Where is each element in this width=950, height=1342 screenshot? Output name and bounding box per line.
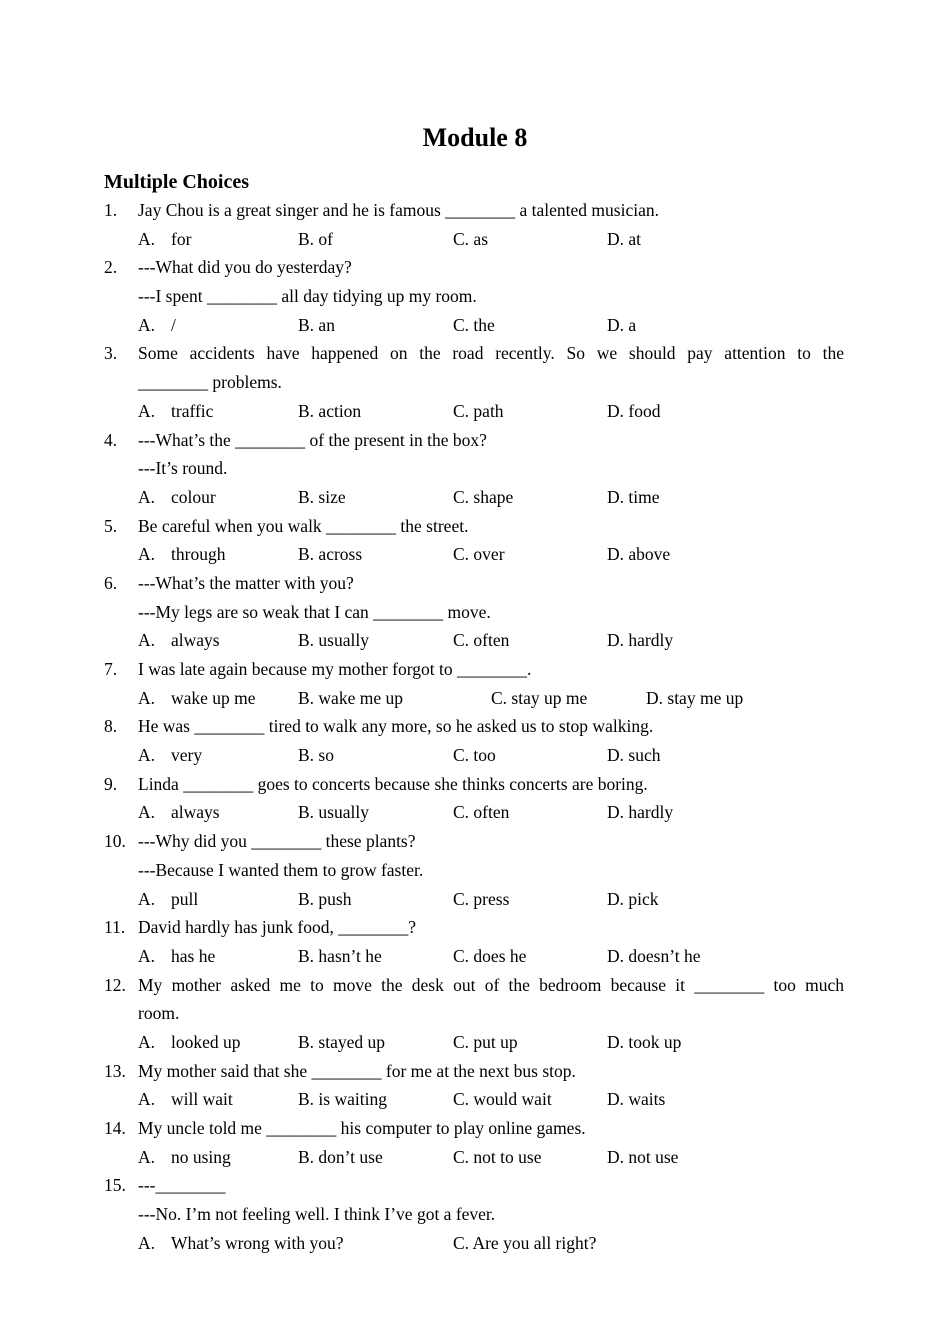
option-b: B. is waiting	[298, 1089, 387, 1110]
option-a: A. What’s wrong with you?	[138, 1232, 344, 1253]
question-stem: ---Because I wanted them to grow faster.	[138, 859, 424, 880]
option-d: D. hardly	[607, 802, 674, 823]
option-d: D. a	[607, 314, 637, 335]
question-number: 3.	[104, 343, 118, 364]
options-row	[104, 741, 844, 770]
question-number: 4.	[104, 429, 118, 450]
options-row	[104, 540, 844, 569]
question-number: 8.	[104, 716, 118, 737]
option-c: C. Are you all right?	[453, 1232, 597, 1253]
question-3	[104, 339, 844, 368]
option-c: C. not to use	[453, 1146, 542, 1167]
options-row	[104, 397, 844, 426]
question-stem: ---________	[138, 1175, 226, 1196]
question-stem: My mother said that she ________ for me at the next bus stop.	[138, 1060, 576, 1081]
options-row	[104, 942, 844, 971]
question-stem: ---Why did you ________ these plants?	[138, 831, 416, 852]
option-a: A. no using	[138, 1146, 231, 1167]
question-2	[104, 253, 844, 282]
option-d: D. at	[607, 228, 642, 249]
question-stem: ---No. I’m not feeling well. I think I’ve got a fever.	[138, 1204, 496, 1225]
option-a: A. has he	[138, 945, 216, 966]
question-stem: I was late again because my mother forgot to ________.	[138, 659, 532, 679]
question-stem: He was ________ tired to walk any more, so he asked us to stop walking.	[138, 716, 654, 737]
option-d: D. doesn’t he	[607, 945, 701, 966]
question-number: 12.	[104, 974, 126, 995]
options-row	[104, 626, 844, 655]
option-b: B. usually	[298, 630, 369, 651]
option-d: D. above	[607, 544, 671, 565]
options-row	[104, 225, 844, 254]
option-b: B. usually	[298, 802, 369, 823]
options-row	[104, 1028, 844, 1057]
question-10	[104, 827, 844, 856]
options-row	[104, 1143, 844, 1172]
question-15	[104, 1171, 844, 1200]
question-stem: ---I spent ________ all day tidying up my room.	[138, 286, 477, 307]
option-d: D. pick	[607, 888, 659, 909]
question-stem: ---My legs are so weak that I can ________ move.	[138, 601, 491, 622]
question-number: 6.	[104, 572, 118, 593]
option-a: A. pull	[138, 888, 199, 909]
question-number: 10.	[104, 831, 126, 852]
option-c: C. press	[453, 888, 510, 909]
question-stem: ---What’s the ________ of the present in the box?	[138, 429, 487, 450]
question-stem-line	[104, 282, 844, 311]
option-b: B. don’t use	[298, 1146, 383, 1167]
option-c: C. shape	[453, 486, 514, 507]
option-d: D. hardly	[607, 630, 674, 651]
options-row	[104, 311, 844, 340]
option-c: C. would wait	[453, 1089, 552, 1110]
option-c: C. put up	[453, 1031, 518, 1052]
option-d: D. time	[607, 486, 660, 507]
option-a: A. traffic	[138, 400, 214, 421]
option-b: B. so	[298, 745, 334, 766]
option-d: D. food	[607, 400, 661, 421]
question-stem-line	[104, 1200, 844, 1229]
question-8	[104, 712, 844, 741]
question-11	[104, 913, 844, 942]
option-a: A. for	[138, 228, 192, 249]
question-stem-line	[104, 598, 844, 627]
question-stem: Some accidents have happened on the road recently. So we should pay attention to the	[138, 343, 844, 364]
option-d: D. waits	[607, 1089, 666, 1110]
option-a: A. will wait	[138, 1089, 233, 1110]
question-number: 2.	[104, 257, 118, 278]
option-c: C. over	[453, 544, 505, 565]
question-number: 14.	[104, 1118, 126, 1138]
option-a: A. always	[138, 802, 220, 823]
options-row	[104, 885, 844, 914]
question-7	[104, 655, 844, 684]
question-stem: ________ problems.	[138, 372, 282, 393]
question-number: 11.	[104, 917, 126, 938]
option-a: A. looked up	[138, 1031, 241, 1052]
question-12	[104, 971, 844, 1000]
option-a: A. very	[138, 745, 203, 766]
option-a: A. always	[138, 630, 220, 651]
question-list	[104, 196, 844, 1257]
option-c: C. too	[453, 745, 496, 766]
question-stem: ---What’s the matter with you?	[138, 572, 354, 593]
question-number: 15.	[104, 1175, 126, 1196]
page-title: Module 8	[422, 123, 528, 152]
question-stem: Jay Chou is a great singer and he is famous ________ a talented musician.	[138, 200, 659, 220]
option-b: B. an	[298, 314, 335, 335]
option-c: C. as	[453, 228, 488, 249]
question-number: 9.	[104, 773, 118, 794]
question-6	[104, 569, 844, 598]
question-stem: Linda ________ goes to concerts because she thinks concerts are boring.	[138, 773, 648, 794]
option-c: C. the	[453, 314, 495, 335]
question-14	[104, 1114, 844, 1143]
question-stem-line	[104, 999, 844, 1028]
options-row	[104, 483, 844, 512]
option-a: A. /	[138, 314, 176, 335]
question-stem: room.	[138, 1003, 180, 1024]
option-b: B. hasn’t he	[298, 945, 382, 966]
question-stem: Be careful when you walk ________ the street.	[138, 515, 469, 536]
option-c: C. stay up me	[491, 687, 588, 708]
question-stem: David hardly has junk food, ________?	[138, 917, 417, 938]
question-number: 7.	[104, 659, 118, 679]
question-9	[104, 770, 844, 799]
option-d: D. took up	[607, 1031, 682, 1052]
question-stem: ---What did you do yesterday?	[138, 257, 352, 278]
option-b: B. action	[298, 400, 362, 421]
question-number: 13.	[104, 1060, 126, 1081]
option-b: B. across	[298, 544, 363, 565]
option-a: A. through	[138, 544, 226, 565]
question-stem-line	[104, 856, 844, 885]
option-c: C. path	[453, 400, 504, 421]
option-b: B. push	[298, 888, 352, 909]
question-4	[104, 426, 844, 455]
question-number: 1.	[104, 200, 118, 220]
section-heading: Multiple Choices	[104, 171, 249, 193]
options-row	[104, 1085, 844, 1114]
option-c: C. often	[453, 802, 510, 823]
option-d: D. such	[607, 745, 661, 766]
option-b: B. stayed up	[298, 1031, 386, 1052]
option-c: C. does he	[453, 945, 527, 966]
options-row	[104, 1229, 844, 1258]
question-stem-line	[104, 454, 844, 483]
question-stem: ---It’s round.	[138, 458, 228, 479]
option-d: D. not use	[607, 1146, 679, 1167]
question-stem: My mother asked me to move the desk out of the bedroom because it ________ too much	[138, 974, 844, 995]
question-stem: My uncle told me ________ his computer to play online games.	[138, 1118, 586, 1138]
options-row	[104, 798, 844, 827]
option-b: B. of	[298, 228, 333, 249]
question-stem-line	[104, 368, 844, 397]
question-5	[104, 512, 844, 541]
option-a: A. colour	[138, 486, 216, 507]
option-c: C. often	[453, 630, 510, 651]
option-a: A. wake up me	[138, 687, 256, 708]
options-row	[104, 684, 844, 713]
question-number: 5.	[104, 515, 118, 536]
option-b: B. wake me up	[298, 687, 403, 708]
option-d: D. stay me up	[646, 687, 744, 708]
option-b: B. size	[298, 486, 346, 507]
question-13	[104, 1057, 844, 1086]
question-1	[104, 196, 844, 225]
